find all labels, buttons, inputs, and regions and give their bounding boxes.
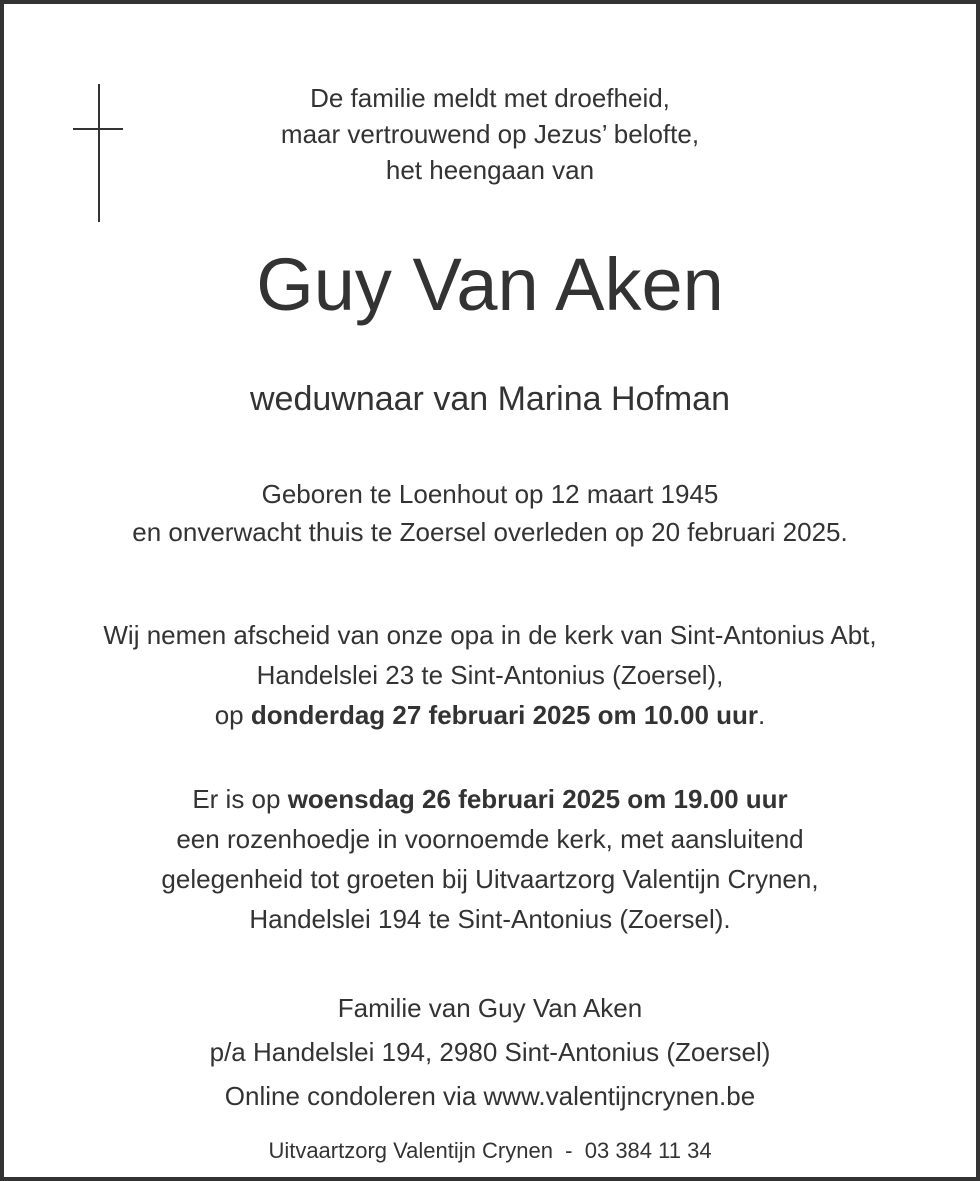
rosary-date-line bbox=[0, 779, 980, 819]
rosary-text bbox=[0, 779, 980, 939]
birth-line: Geboren te Loenhout op 12 maart 1945 bbox=[261, 479, 719, 509]
widower-line: weduwnaar van Marina Hofman bbox=[249, 380, 731, 418]
intro-line: maar vertrouwend op Jezus’ belofte, bbox=[280, 119, 700, 149]
farewell-line: Handelslei 23 te Sint-Antonius (Zoersel), bbox=[256, 660, 724, 690]
intro-line: De familie meldt met droefheid, bbox=[310, 83, 670, 113]
rosary-date-prefix: Er is op bbox=[192, 784, 288, 814]
footer-company: Uitvaartzorg Valentijn Crynen bbox=[268, 1138, 553, 1163]
family-address-line: p/a Handelslei 194, 2980 Sint-Antonius (Zoersel) bbox=[209, 1037, 771, 1067]
intro-text bbox=[0, 80, 980, 188]
farewell-date-prefix: op bbox=[214, 700, 251, 730]
family-name-line: Familie van Guy Van Aken bbox=[337, 993, 643, 1023]
birth-death-text bbox=[0, 475, 980, 551]
farewell-date: donderdag 27 februari 2025 om 10.00 uur bbox=[250, 700, 759, 730]
condolence-line: Online condoleren via www.valentijncrynen.be bbox=[224, 1081, 756, 1111]
rosary-line: gelegenheid tot groeten bij Uitvaartzorg Valentijn Crynen, bbox=[161, 864, 819, 894]
farewell-line: Wij nemen afscheid van onze opa in de kerk van Sint-Antonius Abt, bbox=[103, 620, 877, 650]
rosary-date: woensdag 26 februari 2025 om 19.00 uur bbox=[287, 784, 788, 814]
farewell-text bbox=[0, 615, 980, 735]
deceased-name: Guy Van Aken bbox=[256, 243, 724, 326]
farewell-date-line bbox=[0, 695, 980, 735]
farewell-date-suffix: . bbox=[758, 700, 766, 730]
footer-separator: - bbox=[565, 1138, 573, 1163]
footer-contact bbox=[0, 1136, 980, 1166]
intro-line: het heengaan van bbox=[385, 155, 595, 185]
family-text bbox=[0, 986, 980, 1118]
rosary-line: een rozenhoedje in voornoemde kerk, met aansluitend bbox=[176, 824, 804, 854]
rosary-line: Handelslei 194 te Sint-Antonius (Zoersel). bbox=[249, 904, 731, 934]
death-line: en onverwacht thuis te Zoersel overleden op 20 februari 2025. bbox=[132, 517, 848, 547]
footer-phone: 03 384 11 34 bbox=[584, 1138, 712, 1163]
